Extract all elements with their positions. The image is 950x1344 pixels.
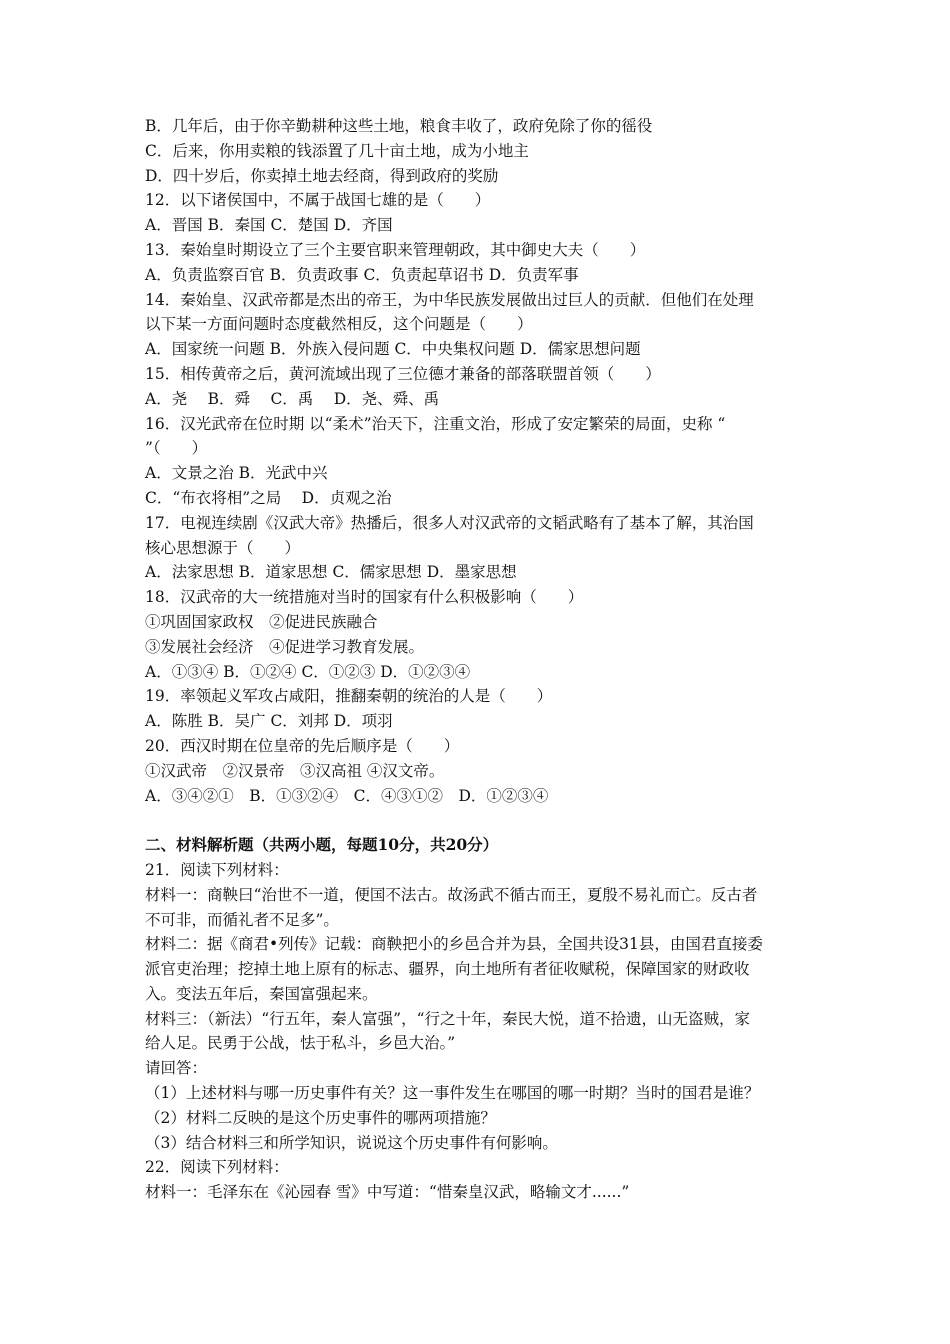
options-20: A．③④②① B．①③②④ C．④③①② D．①②③④ [145,786,549,805]
material-text: 给人足。民勇于公战，怯于私斗，乡邑大治。” [145,1034,456,1053]
question-16: 16．汉光武帝在位时期 以“柔术”治天下，注重文治，形成了安定繁荣的局面，史称 “ [145,414,726,433]
material-text: 材料二：据《商君•列传》记载：商鞅把小的乡邑合并为县，全国共设31县，由国君直接委 [145,935,763,954]
text-line: B．几年后，由于你辛勤耕种这些土地，粮食丰收了，政府免除了你的徭役 [145,117,653,135]
document-page [145,114,815,1205]
question-block-1 [145,114,815,808]
question-12: 12．以下诸侯国中，不属于战国七雄的是（ ） [145,191,491,210]
options-12: A．晋国 B．秦国 C．楚国 D．齐国 [145,216,393,235]
text-line: 核心思想源于（ ） [145,538,301,557]
options-19: A．陈胜 B．吴广 C．刘邦 D．项羽 [145,712,393,731]
options-16: C．“布衣将相”之局 D．贞观之治 [145,488,392,507]
text-line: ”（ ） [145,439,208,458]
options-17: A．法家思想 B．道家思想 C．儒家思想 D．墨家思想 [145,563,517,582]
question-14: 14．秦始皇、汉武帝都是杰出的帝王，为中华民族发展做出过巨人的贡献．但他们在处理 [145,290,754,309]
options-15: A．尧 B．舜 C．禹 D．尧、舜、禹 [145,389,440,408]
material-text: 材料一：商鞅曰“治世不一道，便国不法古。故汤武不循古而王，夏殷不易礼而亡。反古者 [145,885,758,904]
text-line: ①汉武帝 ②汉景帝 ③汉高祖 ④汉文帝。 [145,761,445,780]
prompt-text: 请回答： [145,1059,208,1078]
question-15: 15．相传黄帝之后，黄河流域出现了三位德才兼备的部落联盟首领（ ） [145,364,661,383]
text-line: ①巩固国家政权 ②促进民族融合 [145,612,378,631]
question-19: 19．率领起义军攻占咸阳，推翻秦朝的统治的人是（ ） [145,687,553,706]
material-text: 材料三：（新法）“行五年，秦人富强”，“行之十年，秦民大悦，道不拾遗，山无盗贼，家 [145,1009,751,1028]
question-21: 21．阅读下列材料： [145,860,289,879]
question-17: 17．电视连续剧《汉武大帝》热播后，很多人对汉武帝的文韬武略有了基本了解，其治国 [145,513,754,532]
sub-question: （1）上述材料与哪一历史事件有关？这一事件发生在哪国的哪一时期？当时的国君是谁？ [145,1084,760,1103]
question-22: 22．阅读下列材料： [145,1158,289,1177]
material-text: 派官吏治理；挖掉土地上原有的标志、疆界，向土地所有者征收赋税，保障国家的财政收 [145,960,750,979]
material-text: 入。变法五年后，秦国富强起来。 [145,984,378,1003]
options-16: A．文景之治 B．光武中兴 [145,464,328,483]
text-line: C．后来，你用卖粮的钱添置了几十亩土地，成为小地主 [145,141,529,160]
sub-question: （3）结合材料三和所学知识，说说这个历史事件有何影响。 [145,1133,558,1152]
spacer [145,808,815,833]
material-text: 不可非，而循礼者不足多”。 [145,910,339,929]
section-heading: 二、材料解析题（共两小题，每题10分，共20分） [145,835,499,855]
options-18: A．①③④ B．①②④ C．①②③ D．①②③④ [145,662,471,681]
question-18: 18．汉武帝的大一统措施对当时的国家有什么积极影响（ ） [145,588,584,607]
question-13: 13．秦始皇时期设立了三个主要官职来管理朝政，其中御史大夫（ ） [145,240,646,259]
question-block-2 [145,858,815,1205]
options-14: A．国家统一问题 B．外族入侵问题 C．中央集权问题 D．儒家思想问题 [145,340,641,359]
options-13: A．负责监察百官 B．负责政事 C．负责起草诏书 D．负责军事 [145,265,579,284]
text-line: D．四十岁后，你卖掉土地去经商，得到政府的奖励 [145,166,499,185]
text-line: ③发展社会经济 ④促进学习教育发展。 [145,637,425,656]
text-line: 以下某一方面问题时态度截然相反，这个问题是（ ） [145,315,533,334]
question-20: 20．西汉时期在位皇帝的先后顺序是（ ） [145,736,460,755]
sub-question: （2）材料二反映的是这个历史事件的哪两项措施？ [145,1108,496,1127]
material-text: 材料一：毛泽东在《沁园春 雪》中写道：“惜秦皇汉武，略输文才......” [145,1183,630,1202]
